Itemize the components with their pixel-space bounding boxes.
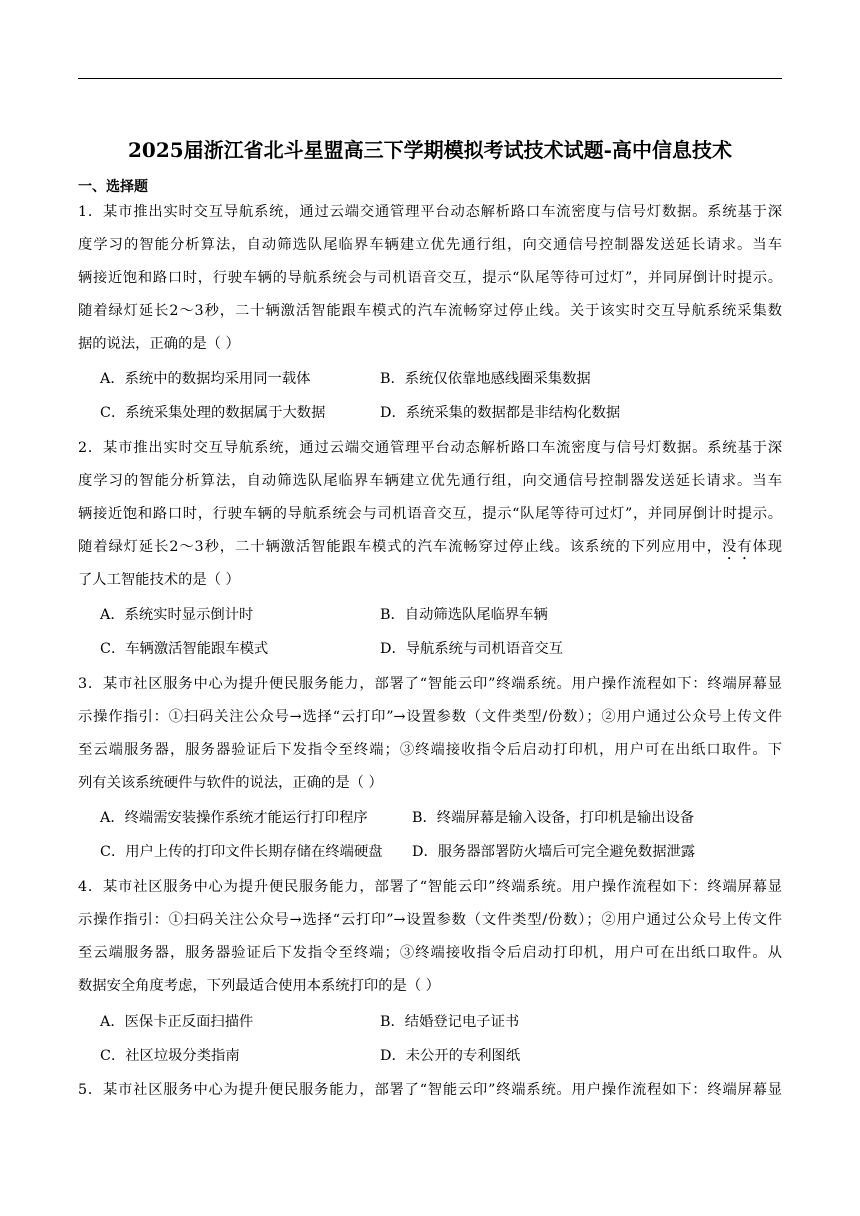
question-4-line-3: 至云端服务器，服务器验证后下发指令至终端；③终端接收指令后启动打印机，用户可在出纸口取件。从 xyxy=(78,945,782,961)
question-1 xyxy=(78,196,782,361)
question-2-line-1: 2．某市推出实时交互导航系统，通过云端交通管理平台动态解析路口车流密度与信号灯数据。系统基于深 xyxy=(78,440,782,456)
question-3-line-1: 3．某市社区服务中心为提升便民服务能力，部署了“智能云印”终端系统。用户操作流程如下：终端屏幕显 xyxy=(78,676,782,692)
question-2-line-4 xyxy=(78,531,782,564)
question-3-option-d: D．服务器部署防火墙后可完全避免数据泄露 xyxy=(412,844,696,860)
question-4-line-4: 数据安全角度考虑，下列最适合使用本系统打印的是（ ） xyxy=(78,978,440,994)
question-3-option-b: B．终端屏幕是输入设备，打印机是输出设备 xyxy=(412,810,695,826)
question-1-line-1: 1．某市推出实时交互导航系统，通过云端交通管理平台动态解析路口车流密度与信号灯数据。系统基于深 xyxy=(78,204,782,220)
question-3-line-4: 列有关该系统硬件与软件的说法，正确的是（ ） xyxy=(78,775,383,791)
question-1-option-d: D．系统采集的数据都是非结构化数据 xyxy=(380,405,621,421)
question-1-line-3: 辆接近饱和路口时，行驶车辆的导航系统会与司机语音交互，提示“队尾等待可过灯”，并同屏倒计时提示。 xyxy=(78,270,782,286)
question-2-line-5: 了人工智能技术的是（ ） xyxy=(78,572,240,588)
question-4-option-c: C．社区垃圾分类指南 xyxy=(100,1048,240,1064)
section-heading: 一、选择题 xyxy=(78,179,148,195)
question-2-emphasis: 没有 xyxy=(722,539,753,555)
document-title: 2025届浙江省北斗星盟高三下学期模拟考试技术试题-高中信息技术 xyxy=(128,138,732,162)
question-4-option-b: B．结婚登记电子证书 xyxy=(380,1014,520,1030)
question-5-line-1: 5．某市社区服务中心为提升便民服务能力，部署了“智能云印”终端系统。用户操作流程如下：终端屏幕显 xyxy=(78,1082,782,1098)
question-3 xyxy=(78,668,782,800)
header-rule xyxy=(78,78,782,79)
question-1-line-5: 据的说法，正确的是（ ） xyxy=(78,336,240,352)
question-4-line-1: 4．某市社区服务中心为提升便民服务能力，部署了“智能云印”终端系统。用户操作流程如下：终端屏幕显 xyxy=(78,879,782,895)
question-3-line-3: 至云端服务器，服务器验证后下发指令至终端；③终端接收指令后启动打印机，用户可在出纸口取件。下 xyxy=(78,742,782,758)
question-1-line-2: 度学习的智能分析算法，自动筛选队尾临界车辆建立优先通行组，向交通信号控制器发送延长请求。当车 xyxy=(78,237,782,253)
question-2-option-c: C．车辆激活智能跟车模式 xyxy=(100,641,269,657)
question-2-line-2: 度学习的智能分析算法，自动筛选队尾临界车辆建立优先通行组，向交通信号控制器发送延长请求。当车 xyxy=(78,473,782,489)
question-3-option-a: A．终端需安装操作系统才能运行打印程序 xyxy=(100,810,368,826)
question-1-option-b: B．系统仅依靠地感线圈采集数据 xyxy=(380,371,591,387)
question-3-option-c: C．用户上传的打印文件长期存储在终端硬盘 xyxy=(100,844,383,860)
question-4-option-a: A．医保卡正反面扫描件 xyxy=(100,1014,254,1030)
question-2-option-d: D．导航系统与司机语音交互 xyxy=(380,641,564,657)
question-1-option-c: C．系统采集处理的数据属于大数据 xyxy=(100,405,326,421)
question-2 xyxy=(78,432,782,597)
question-2-line-4-text: 随着绿灯延长2～3秒，二十辆激活智能跟车模式的汽车流畅穿过停止线。该系统的下列应用中， xyxy=(78,539,723,555)
question-2-line-3: 辆接近饱和路口时，行驶车辆的导航系统会与司机语音交互，提示“队尾等待可过灯”，并同屏倒计时提示。 xyxy=(78,506,782,522)
question-1-option-a: A．系统中的数据均采用同一载体 xyxy=(100,371,311,387)
question-2-option-b: B．自动筛选队尾临界车辆 xyxy=(380,607,548,623)
question-3-line-2: 示操作指引：①扫码关注公众号→选择“云打印”→设置参数（文件类型/份数）；②用户通过公众号上传文件 xyxy=(78,709,782,725)
question-4 xyxy=(78,871,782,1003)
question-4-line-2: 示操作指引：①扫码关注公众号→选择“云打印”→设置参数（文件类型/份数）；②用户通过公众号上传文件 xyxy=(78,912,782,928)
question-2-option-a: A．系统实时显示倒计时 xyxy=(100,607,254,623)
question-5 xyxy=(78,1074,782,1107)
question-2-line-4-tail: 体现 xyxy=(752,539,783,555)
question-4-option-d: D．未公开的专利图纸 xyxy=(380,1048,521,1064)
question-1-line-4: 随着绿灯延长2～3秒，二十辆激活智能跟车模式的汽车流畅穿过停止线。关于该实时交互导航系统采集数 xyxy=(78,303,782,319)
